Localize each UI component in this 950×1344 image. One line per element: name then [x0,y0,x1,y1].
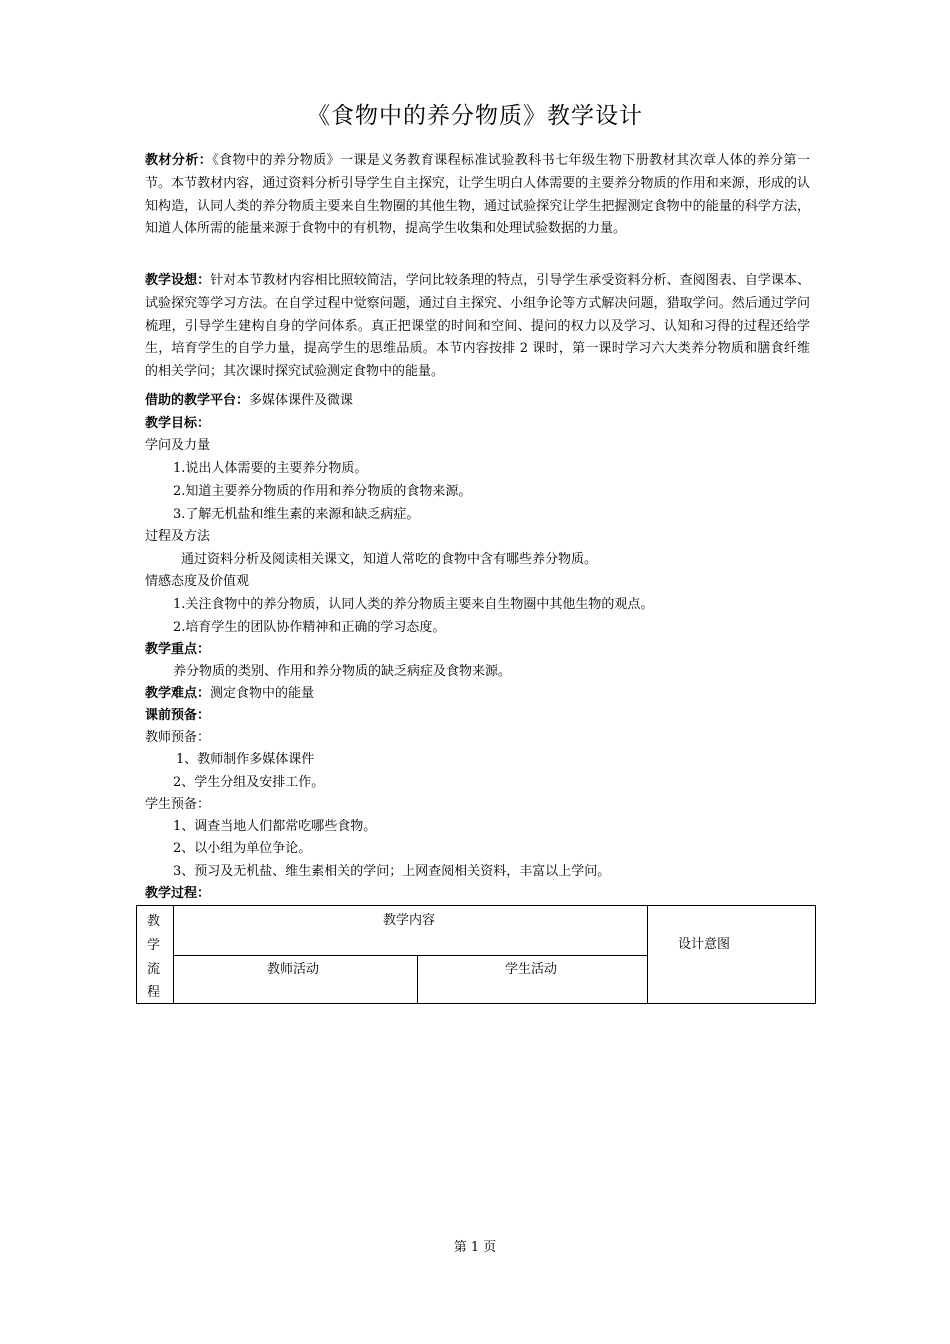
teaching-idea-text: 针对本节教材内容相比照较简洁，学问比较条理的特点，引导学生承受资料分析、查阅图表、自学课本、试验探究等学习方法。在自学过程中觉察问题，通过自主探究、小组争论等方式解决问题，猎取学问。然后通过学问梳理，引导学生建构自身的学问体系。真正把课堂的时间和空间、提问的权力以及学习、认知和习得的过程还给学生，培育学生的自学力量，提高学生的思维品质。本节内容按排 2 课时，第一课时学习六大类养分物质和膳食纤维的相关学问；其次课时探究试验测定食物中的能量。 [145,273,810,380]
student-prep-item-1: 1、调查当地人们都常吃哪些食物。 [173,819,377,834]
process-column-cell [137,906,174,1003]
process-label: 过程及方法 [145,529,211,544]
design-intent-cell [647,906,816,1003]
student-prep-item-3: 3、预习及无机盐、维生素相关的学问；上网查阅相关资料，丰富以上学问。 [173,864,611,879]
attitude-label: 情感态度及价值观 [145,574,250,589]
platform-text: 多媒体课件及微课 [249,393,354,408]
content-header: 教学内容 [383,913,436,928]
process-section-label: 教学过程： [145,886,211,901]
teacher-prep-item-1: 1、教师制作多媒体课件 [176,752,315,767]
process-col-char-2: 学 [147,938,161,953]
teaching-idea-section [145,270,810,384]
preparation-label: 课前预备： [145,708,211,723]
difficulty-line [145,684,314,704]
platform-label: 借助的教学平台： [145,393,250,408]
material-analysis-section [145,150,810,241]
attitude-item-2: 2.培育学生的团队协作精神和正确的学习态度。 [173,620,446,635]
process-col-char-1: 教 [147,914,161,929]
difficulty-text: 测定食物中的能量 [210,686,315,701]
student-prep-item-2: 2、以小组为单位争论。 [173,841,312,856]
knowledge-item-2: 2.知道主要养分物质的作用和养分物质的食物来源。 [173,484,472,499]
design-intent-header: 设计意图 [678,937,731,952]
teacher-prep-item-2: 2、学生分组及安排工作。 [173,775,325,790]
teaching-idea-label: 教学设想： [145,273,211,288]
table-divider-horizontal [173,955,647,956]
process-col-char-4: 程 [147,985,161,1000]
knowledge-label: 学问及力量 [145,438,211,453]
objectives-label: 教学目标： [145,416,211,431]
student-activity-header: 学生活动 [505,962,558,977]
material-analysis-text: 《食物中的养分物质》一课是义务教育课程标准试验教科书七年级生物下册教材其次章人体的养分第一节。本节教材内容，通过资料分析引导学生自主探究，让学生明白人体需要的主要养分物质的作用和来源，形成的认知构造，认同人类的养分物质主要来自生物圈的其他生物，通过试验探究让学生把握测定食物中的能量的科学方法，知道人体所需的能量来源于食物中的有机物，提高学生收集和处理试验数据的力量。 [145,153,810,237]
material-analysis-label: 教材分析： [145,153,213,168]
process-text: 通过资料分析及阅读相关课文，知道人常吃的食物中含有哪些养分物质。 [181,552,598,567]
knowledge-item-1: 1.说出人体需要的主要养分物质。 [173,461,368,476]
process-col-char-3: 流 [147,962,161,977]
difficulty-label: 教学难点： [145,686,211,701]
key-point-text: 养分物质的类别、作用和养分物质的缺乏病症及食物来源。 [173,664,512,679]
teacher-prep-label: 教师预备： [145,730,211,745]
page-title: 《食物中的养分物质》教学设计 [307,103,643,129]
attitude-item-1: 1.关注食物中的养分物质，认同人类的养分物质主要来自生物圈中其他生物的观点。 [173,597,654,612]
key-point-label: 教学重点： [145,642,211,657]
student-prep-label: 学生预备： [145,797,211,812]
teacher-activity-header: 教师活动 [267,962,320,977]
platform-line [145,391,353,411]
teaching-process-table [136,905,816,1004]
table-divider-vertical [417,955,418,1003]
page-number: 第 1 页 [453,1240,497,1255]
knowledge-item-3: 3.了解无机盐和维生素的来源和缺乏病症。 [173,507,420,522]
